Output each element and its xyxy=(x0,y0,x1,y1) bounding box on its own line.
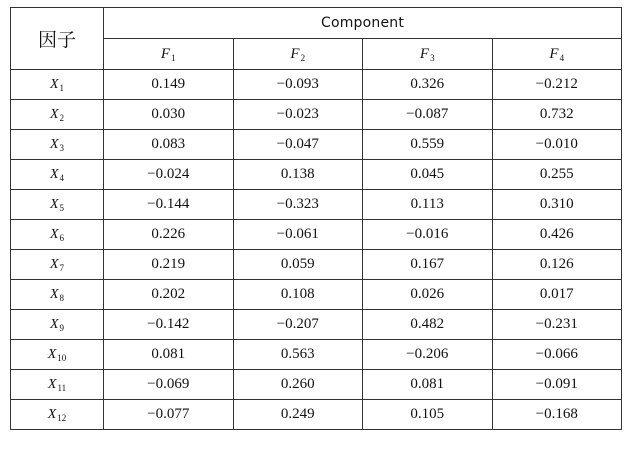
table-cell: 0.326 xyxy=(363,70,493,100)
table-cell: 0.045 xyxy=(363,160,493,190)
row-label-subscript: 12 xyxy=(57,412,67,423)
row-label-subscript: 7 xyxy=(59,262,65,273)
table-row xyxy=(11,130,622,160)
row-label xyxy=(11,340,104,370)
table-cell: 0.249 xyxy=(233,400,363,430)
table-row xyxy=(11,220,622,250)
table-cell: −0.207 xyxy=(233,310,363,340)
table-cell: −0.323 xyxy=(233,190,363,220)
row-label xyxy=(11,70,104,100)
table-row xyxy=(11,340,622,370)
row-label-subscript: 4 xyxy=(59,172,65,183)
header-row-top xyxy=(11,8,622,39)
row-label xyxy=(11,310,104,340)
table-cell: 0.482 xyxy=(363,310,493,340)
row-label-subscript: 6 xyxy=(59,232,65,243)
table-cell: −0.061 xyxy=(233,220,363,250)
row-label xyxy=(11,160,104,190)
table-cell: −0.024 xyxy=(104,160,234,190)
row-label-base: X xyxy=(49,256,59,272)
column-header-base: F xyxy=(419,45,430,62)
row-label xyxy=(11,220,104,250)
table-row xyxy=(11,310,622,340)
row-label-base: X xyxy=(49,226,59,242)
column-header-base: F xyxy=(160,45,171,62)
table-cell: −0.212 xyxy=(492,70,622,100)
row-label-subscript: 11 xyxy=(57,382,67,393)
row-label-subscript: 8 xyxy=(59,292,65,303)
row-label xyxy=(11,280,104,310)
table-cell: 0.030 xyxy=(104,100,234,130)
component-score-table xyxy=(10,7,622,430)
table-cell: 0.083 xyxy=(104,130,234,160)
table-cell: 0.026 xyxy=(363,280,493,310)
table-cell: −0.023 xyxy=(233,100,363,130)
row-label-base: X xyxy=(49,316,59,332)
table-row xyxy=(11,400,622,430)
table-cell: −0.142 xyxy=(104,310,234,340)
table-cell: 0.138 xyxy=(233,160,363,190)
row-label-subscript: 2 xyxy=(59,112,65,123)
column-header-f4 xyxy=(492,39,622,70)
table-cell: 0.167 xyxy=(363,250,493,280)
table-cell: −0.010 xyxy=(492,130,622,160)
row-label-base: X xyxy=(47,376,57,392)
table-cell: −0.231 xyxy=(492,310,622,340)
row-label-base: X xyxy=(49,136,59,152)
row-label xyxy=(11,100,104,130)
column-header-base: F xyxy=(549,45,559,62)
column-header-f1 xyxy=(104,39,234,70)
table-cell: 0.310 xyxy=(492,190,622,220)
table-cell: −0.087 xyxy=(363,100,493,130)
table-row xyxy=(11,100,622,130)
table-cell: 0.260 xyxy=(233,370,363,400)
table-row xyxy=(11,370,622,400)
table-cell: −0.144 xyxy=(104,190,234,220)
table-cell: 0.149 xyxy=(104,70,234,100)
table-cell: 0.202 xyxy=(104,280,234,310)
table-cell: −0.168 xyxy=(492,400,622,430)
table-cell: −0.093 xyxy=(233,70,363,100)
table-cell: 0.559 xyxy=(363,130,493,160)
table-cell: 0.059 xyxy=(233,250,363,280)
table-cell: 0.226 xyxy=(104,220,234,250)
column-header-base: F xyxy=(290,45,300,62)
table-cell: −0.016 xyxy=(363,220,493,250)
table-cell: 0.081 xyxy=(104,340,234,370)
column-header-f3 xyxy=(363,39,493,70)
column-header-subscript: 2 xyxy=(300,52,306,63)
table-row xyxy=(11,190,622,220)
table-row xyxy=(11,160,622,190)
row-label-base: X xyxy=(49,286,59,302)
row-label xyxy=(11,250,104,280)
factor-header: 因子 xyxy=(11,8,104,70)
row-label xyxy=(11,130,104,160)
row-label-base: X xyxy=(49,106,59,122)
row-label-base: X xyxy=(49,76,59,92)
table-cell: −0.077 xyxy=(104,400,234,430)
row-label xyxy=(11,370,104,400)
table-row xyxy=(11,70,622,100)
row-label-base: X xyxy=(47,406,57,422)
column-header-subscript: 4 xyxy=(559,52,565,63)
table-cell: 0.255 xyxy=(492,160,622,190)
table-cell: −0.206 xyxy=(363,340,493,370)
table-cell: 0.219 xyxy=(104,250,234,280)
table-row xyxy=(11,250,622,280)
table-cell: −0.069 xyxy=(104,370,234,400)
table-cell: 0.426 xyxy=(492,220,622,250)
table-body xyxy=(11,70,622,430)
table-cell: −0.091 xyxy=(492,370,622,400)
table-row xyxy=(11,280,622,310)
table-cell: 0.126 xyxy=(492,250,622,280)
table-cell: −0.066 xyxy=(492,340,622,370)
row-label xyxy=(11,400,104,430)
row-label-base: X xyxy=(49,196,59,212)
table-cell: 0.113 xyxy=(363,190,493,220)
table-cell: 0.108 xyxy=(233,280,363,310)
row-label-subscript: 3 xyxy=(59,142,65,153)
component-header: Component xyxy=(104,8,622,39)
column-header-subscript: 1 xyxy=(171,52,176,63)
row-label-base: X xyxy=(49,166,59,182)
row-label-subscript: 9 xyxy=(59,322,65,333)
column-header-f2 xyxy=(233,39,363,70)
table-cell: 0.081 xyxy=(363,370,493,400)
row-label-subscript: 1 xyxy=(59,82,65,93)
row-label-subscript: 5 xyxy=(59,202,65,213)
row-label xyxy=(11,190,104,220)
table-cell: 0.563 xyxy=(233,340,363,370)
table-cell: −0.047 xyxy=(233,130,363,160)
table-cell: 0.105 xyxy=(363,400,493,430)
table-cell: 0.732 xyxy=(492,100,622,130)
table-cell: 0.017 xyxy=(492,280,622,310)
row-label-subscript: 10 xyxy=(57,352,67,363)
column-header-subscript: 3 xyxy=(430,52,435,63)
row-label-base: X xyxy=(47,346,57,362)
